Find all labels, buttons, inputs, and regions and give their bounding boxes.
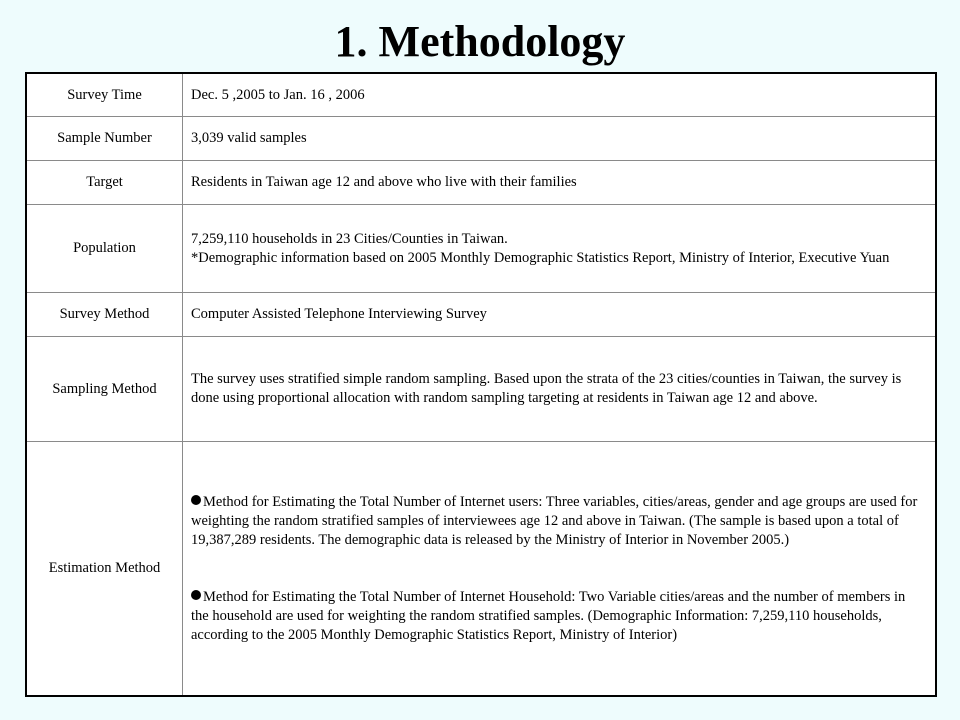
table-row-sample-number xyxy=(26,117,936,161)
row-label: Estimation Method xyxy=(26,442,183,697)
row-value: Dec. 5 ,2005 to Jan. 16 , 2006 xyxy=(183,73,937,117)
row-value: 3,039 valid samples xyxy=(183,117,937,161)
row-value: The survey uses stratified simple random sampling. Based upon the strata of the 23 cities/counties in Taiwan, the survey is done using proportional allocation with random sampling targeting at residents in Taiwan age 12 and above. xyxy=(183,337,937,442)
row-value: Residents in Taiwan age 12 and above who live with their families xyxy=(183,161,937,205)
table-row-population xyxy=(26,205,936,293)
table-row-target xyxy=(26,161,936,205)
row-value xyxy=(183,205,937,293)
slide-title: 1. Methodology xyxy=(334,17,626,66)
row-value xyxy=(183,442,937,697)
bullet-dot-icon xyxy=(191,495,201,505)
methodology-table xyxy=(25,72,937,697)
table-row-survey-time xyxy=(26,73,936,117)
table-row-estimation-method xyxy=(26,442,936,697)
estimation-bullet-households xyxy=(191,588,923,645)
row-label: Sampling Method xyxy=(26,337,183,442)
table-row-sampling-method xyxy=(26,337,936,442)
population-source-note: *Demographic information based on 2005 Monthly Demographic Statistics Report, Ministry of Interior, Executive Yuan xyxy=(191,249,890,266)
estimation-households-text: Method for Estimating the Total Number of Internet Household: Two Variable cities/areas and the number of members in the household are used for weighting the random stratified samples. (Demographic Information: 7,259,110 households, according to the 2005 Monthly Demographic Statistics Report, Ministry of Interior) xyxy=(191,588,906,643)
estimation-users-text: Method for Estimating the Total Number of Internet users: Three variables, cities/areas, gender and age groups are used for weighting the random stratified samples of interviewees age 12 and above in Taiwan. (The sample is based upon a total of 19,387,289 residents. The demographic data is released by the Ministry of Interior in November 2005.) xyxy=(191,493,918,548)
bullet-dot-icon xyxy=(191,590,201,600)
row-label: Sample Number xyxy=(26,117,183,161)
row-value: Computer Assisted Telephone Interviewing Survey xyxy=(183,293,937,337)
population-households: 7,259,110 households in 23 Cities/Counties in Taiwan. xyxy=(191,230,508,247)
row-label: Target xyxy=(26,161,183,205)
table-row-survey-method xyxy=(26,293,936,337)
estimation-bullet-users xyxy=(191,493,923,550)
row-label: Population xyxy=(26,205,183,293)
row-label: Survey Method xyxy=(26,293,183,337)
row-label: Survey Time xyxy=(26,73,183,117)
